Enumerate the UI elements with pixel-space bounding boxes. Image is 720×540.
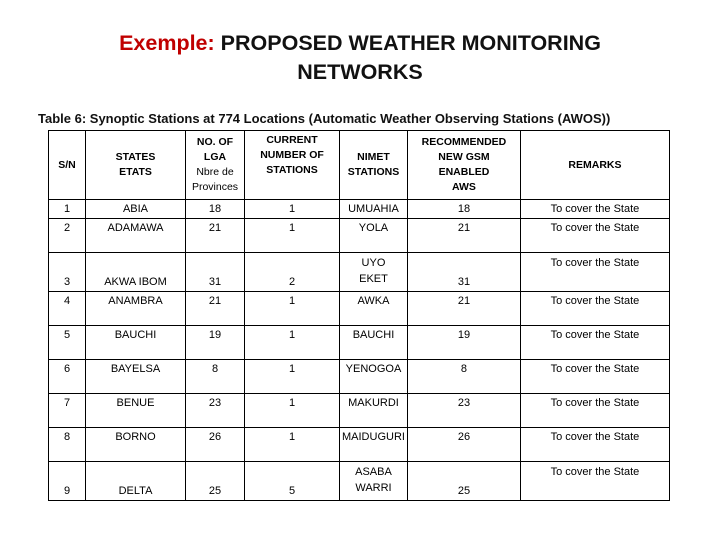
- header-lga: NO. OF LGA Nbre de Provinces: [186, 131, 245, 200]
- cell-state: AKWA IBOM: [86, 253, 186, 292]
- station-name: EKET: [359, 273, 388, 285]
- cell-recommended: 19: [407, 326, 520, 360]
- cell-lga: 26: [186, 428, 245, 462]
- table-row: [49, 253, 670, 292]
- cell-current: 1: [245, 219, 340, 253]
- station-name: UYO: [361, 257, 386, 269]
- cell-recommended: 21: [407, 292, 520, 326]
- header-states: STATES ETATS: [86, 131, 186, 200]
- cell-recommended: 31: [407, 253, 520, 292]
- cell-remarks: To cover the State: [520, 462, 669, 501]
- cell-stations: [340, 219, 408, 253]
- cell-lga: 23: [186, 394, 245, 428]
- station-name: YENOGOA: [345, 363, 402, 375]
- table-caption: Table 6: Synoptic Stations at 774 Locations (Automatic Weather Observing Stations (AWOS)): [38, 111, 611, 126]
- station-name: MAIDUGURI: [342, 431, 405, 443]
- cell-sn: 9: [49, 462, 86, 501]
- cell-state: ABIA: [86, 200, 186, 219]
- cell-recommended: 18: [407, 200, 520, 219]
- cell-state: BAUCHI: [86, 326, 186, 360]
- cell-stations: [340, 360, 408, 394]
- cell-sn: 7: [49, 394, 86, 428]
- cell-state: BORNO: [86, 428, 186, 462]
- cell-current: 5: [245, 462, 340, 501]
- cell-current: 1: [245, 428, 340, 462]
- station-name: UMUAHIA: [348, 203, 399, 215]
- cell-remarks: To cover the State: [520, 326, 669, 360]
- cell-recommended: 25: [407, 462, 520, 501]
- cell-sn: 3: [49, 253, 86, 292]
- cell-stations: [340, 462, 408, 501]
- cell-lga: 21: [186, 219, 245, 253]
- cell-sn: 6: [49, 360, 86, 394]
- cell-current: 1: [245, 200, 340, 219]
- cell-stations: [340, 394, 408, 428]
- cell-lga: 25: [186, 462, 245, 501]
- cell-sn: 4: [49, 292, 86, 326]
- cell-sn: 5: [49, 326, 86, 360]
- table-row: [49, 428, 670, 462]
- table-row: [49, 219, 670, 253]
- cell-stations: [340, 428, 408, 462]
- page-title: [0, 29, 720, 87]
- header-nimet: NIMET STATIONS: [340, 131, 408, 200]
- cell-current: 1: [245, 360, 340, 394]
- header-sn: S/N: [49, 131, 86, 200]
- cell-remarks: To cover the State: [520, 360, 669, 394]
- cell-recommended: 23: [407, 394, 520, 428]
- table-row: [49, 394, 670, 428]
- cell-current: 1: [245, 394, 340, 428]
- header-current: CURRENT NUMBER OF STATIONS: [245, 131, 340, 200]
- cell-sn: 2: [49, 219, 86, 253]
- cell-current: 1: [245, 292, 340, 326]
- cell-stations: [340, 292, 408, 326]
- cell-remarks: To cover the State: [520, 394, 669, 428]
- station-name: MAKURDI: [348, 397, 399, 409]
- table-row: [49, 292, 670, 326]
- header-remarks: REMARKS: [520, 131, 669, 200]
- cell-recommended: 26: [407, 428, 520, 462]
- table-row: [49, 200, 670, 219]
- title-line2: NETWORKS: [297, 60, 423, 84]
- cell-lga: 31: [186, 253, 245, 292]
- cell-sn: 1: [49, 200, 86, 219]
- cell-stations: [340, 253, 408, 292]
- title-line1: PROPOSED WEATHER MONITORING: [220, 31, 601, 55]
- cell-remarks: To cover the State: [520, 219, 669, 253]
- cell-lga: 8: [186, 360, 245, 394]
- station-name: BAUCHI: [352, 329, 395, 341]
- cell-current: 2: [245, 253, 340, 292]
- cell-state: ANAMBRA: [86, 292, 186, 326]
- cell-state: BAYELSA: [86, 360, 186, 394]
- cell-sn: 8: [49, 428, 86, 462]
- stations-table: [48, 130, 670, 501]
- cell-lga: 19: [186, 326, 245, 360]
- header-recommended: RECOMMENDED NEW GSM ENABLED AWS: [407, 131, 520, 200]
- cell-state: ADAMAWA: [86, 219, 186, 253]
- cell-current: 1: [245, 326, 340, 360]
- station-name: ASABA: [355, 466, 392, 478]
- station-name: WARRI: [355, 482, 392, 494]
- header-row: [49, 131, 670, 200]
- cell-lga: 18: [186, 200, 245, 219]
- table-row: [49, 360, 670, 394]
- cell-remarks: To cover the State: [520, 200, 669, 219]
- cell-recommended: 8: [407, 360, 520, 394]
- station-name: AWKA: [357, 295, 390, 307]
- cell-stations: [340, 200, 408, 219]
- cell-remarks: To cover the State: [520, 292, 669, 326]
- table-row: [49, 462, 670, 501]
- cell-state: DELTA: [86, 462, 186, 501]
- cell-stations: [340, 326, 408, 360]
- cell-state: BENUE: [86, 394, 186, 428]
- cell-remarks: To cover the State: [520, 428, 669, 462]
- cell-recommended: 21: [407, 219, 520, 253]
- cell-lga: 21: [186, 292, 245, 326]
- station-name: YOLA: [358, 222, 389, 234]
- table-row: [49, 326, 670, 360]
- title-prefix: Exemple:: [119, 31, 215, 55]
- cell-remarks: To cover the State: [520, 253, 669, 292]
